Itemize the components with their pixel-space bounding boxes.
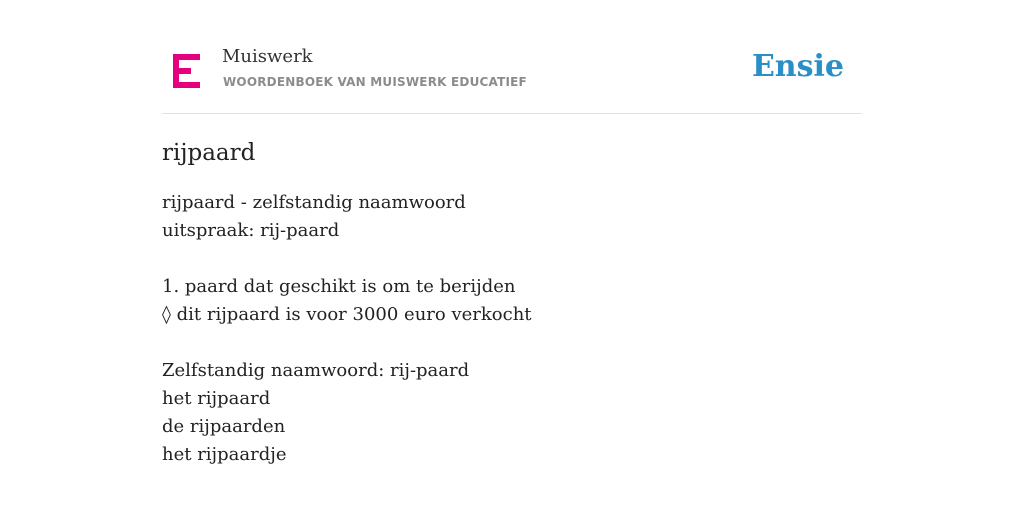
example-1: ◊ dit rijpaard is voor 3000 euro verkocht [162,304,532,325]
plural-form: de rijpaarden [162,416,286,437]
dictionary-entry [162,136,862,469]
ensie-brand-link[interactable]: Ensie [751,49,844,84]
sense-1: 1. paard dat geschikt is om te berijden [162,276,516,297]
blank-line [162,245,862,273]
pronunciation: uitspraak: rij-paard [162,220,340,241]
definition-header: rijpaard - zelfstandig naamwoord [162,192,466,213]
muiswerk-e-logo-icon[interactable] [173,54,200,88]
singular-form: het rijpaard [162,388,271,409]
site-name[interactable]: Muiswerk [222,46,313,67]
site-subtitle: WOORDENBOEK VAN MUISWERK EDUCATIEF [223,75,527,89]
entry-body [162,189,862,469]
entry-title: rijpaard [162,140,256,166]
site-header [162,0,862,114]
grammar-header: Zelfstandig naamwoord: rij-paard [162,360,470,381]
diminutive-form: het rijpaardje [162,444,287,465]
blank-line [162,329,862,357]
